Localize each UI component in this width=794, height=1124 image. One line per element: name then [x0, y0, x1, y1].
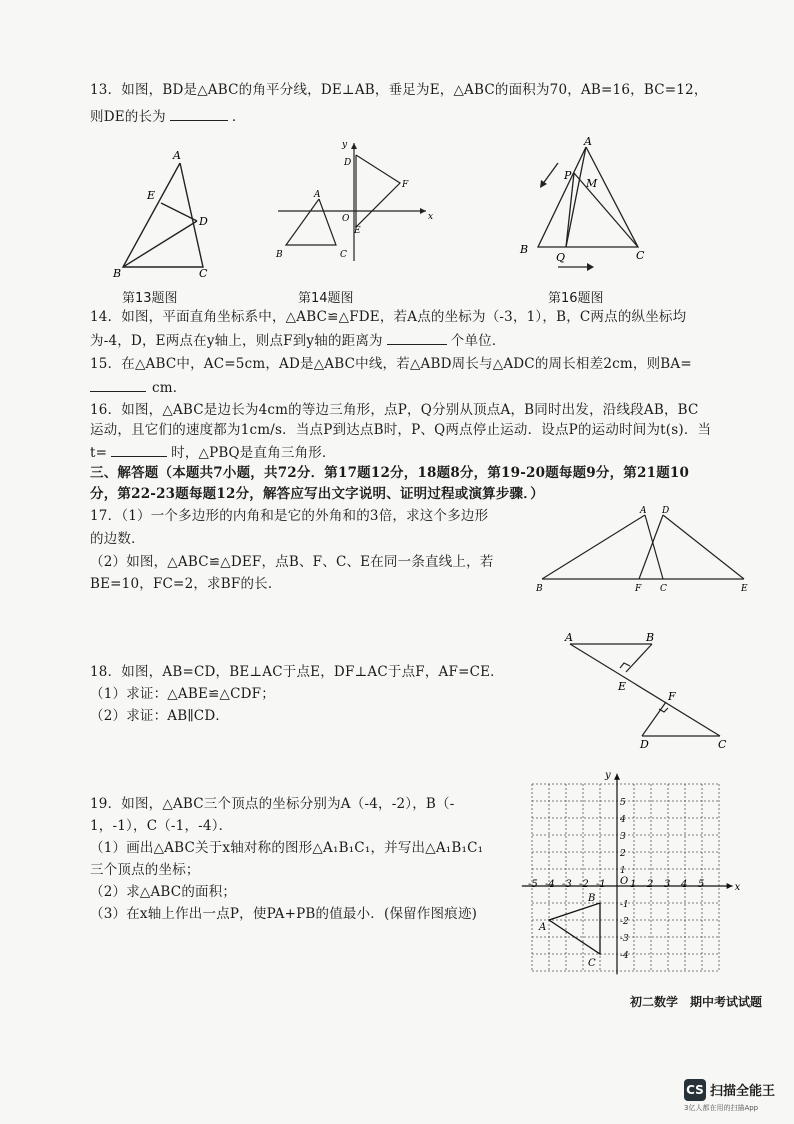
label-A: A	[584, 135, 592, 148]
x-tick-label: 4	[681, 879, 688, 890]
origin-label: O	[620, 876, 629, 887]
label-y: y	[342, 140, 348, 150]
q16-end: 时，△PBQ是直角三角形．	[171, 445, 336, 461]
y-tick-label: -4	[620, 951, 629, 961]
answer-blank	[90, 377, 146, 392]
fig14-caption: 第14题图	[298, 291, 354, 306]
label-P: P	[564, 169, 572, 182]
label-A: A	[173, 149, 181, 162]
label-E: E	[147, 189, 156, 202]
axis-y-label: y	[605, 769, 611, 781]
x-tick-label: 1	[630, 879, 637, 890]
q17-line4: BE=10，FC=2，求BF的长．	[90, 576, 282, 592]
label-F: F	[635, 584, 642, 594]
figure-17	[532, 503, 757, 598]
answer-blank	[111, 442, 167, 457]
x-tick-label: -3	[562, 879, 572, 890]
figure-18	[560, 628, 740, 753]
label-M: M	[586, 177, 598, 190]
label-B: B	[536, 584, 543, 594]
label-E: E	[354, 226, 361, 236]
y-tick-label: 1	[620, 866, 626, 876]
label-Q: Q	[556, 251, 566, 264]
x-tick-label: -4	[545, 879, 555, 890]
q15-line1: 15．在△ABC中，AC=5cm，AD是△ABC中线，若△ABD周长与△ADC的周长相差2cm，则BA=	[90, 356, 692, 372]
q17-line1: 17．（1）一个多边形的内角和是它的外角和的3倍，求这个多边形	[90, 508, 489, 524]
q19-line1: 19．如图，△ABC三个顶点的坐标分别为A（-4，-2），B（-	[90, 796, 455, 812]
answer-blank	[170, 106, 228, 121]
label-B: B	[113, 267, 122, 280]
figure-14	[270, 135, 440, 265]
q13-line1: 13．如图，BD是△ABC的角平分线，DE⊥AB，垂足为E，△ABC的面积为70，AB=16，BC=12，	[90, 82, 708, 98]
label-F: F	[402, 180, 409, 190]
y-tick-label: -1	[620, 900, 629, 910]
label-B: B	[276, 250, 283, 260]
x-axis-arrow	[727, 883, 733, 889]
fig13-caption: 第13题图	[122, 291, 178, 306]
figure-19-grid	[515, 758, 745, 983]
q13-line2	[90, 106, 246, 127]
camscanner-logo: CS	[684, 1079, 706, 1101]
footer-title: 初二数学 期中考试试题	[629, 995, 762, 1009]
q13-end: ．	[231, 109, 246, 125]
label-C: C	[660, 584, 667, 594]
label-D: D	[344, 158, 352, 168]
answer-blank	[387, 330, 447, 345]
triangle-abc	[549, 903, 600, 954]
axis-x-label: x	[734, 882, 741, 893]
q15-line2	[90, 377, 186, 398]
q14-line2	[90, 330, 506, 351]
label-E: E	[618, 680, 627, 693]
label-F: F	[668, 690, 676, 703]
q16-line3	[90, 442, 336, 463]
section3-line2: 分，第22-23题每题12分，解答应写出文字说明、证明过程或演算步骤．）	[90, 486, 544, 502]
q17-line2: 的边数．	[90, 531, 145, 547]
label-D: D	[199, 215, 208, 228]
y-tick-label: 2	[620, 849, 626, 859]
figure-16	[510, 135, 655, 275]
x-tick-label: 3	[664, 879, 671, 890]
y-tick-label: 3	[620, 832, 626, 842]
label-E: E	[741, 584, 748, 594]
q19-line3: （1）画出△ABC关于x轴对称的图形△A₁B₁C₁，并写出△A₁B₁C₁	[90, 840, 484, 856]
q19-line6: （3）在x轴上作出一点P，使PA+PB的值最小．(保留作图痕迹)	[90, 906, 478, 922]
x-tick-label: 2	[647, 879, 654, 890]
label-O: O	[342, 214, 350, 224]
q14-end: 个单位．	[450, 333, 506, 349]
label-D: D	[640, 738, 649, 751]
label-B: B	[520, 243, 529, 256]
label-C: C	[340, 250, 347, 260]
q14-text: 为-4，D，E两点在y轴上，则点F到y轴的距离为	[90, 333, 383, 349]
label-C: C	[199, 267, 208, 280]
q18-line3: （2）求证：AB∥CD．	[90, 708, 230, 724]
figure-13	[105, 145, 225, 280]
label-A: A	[314, 190, 321, 200]
y-tick-label: 5	[620, 798, 626, 808]
label-C: C	[718, 738, 727, 751]
y-tick-label: 4	[620, 815, 626, 825]
label-C: C	[636, 249, 645, 262]
q18-line1: 18．如图，AB=CD，BE⊥AC于点E，DF⊥AC于点F，AF=CE．	[90, 664, 504, 680]
point-B-label: B	[588, 893, 596, 904]
q16-line1: 16．如图，△ABC是边长为4cm的等边三角形，点P，Q分别从顶点A，B同时出发，沿线段AB，BC	[90, 402, 699, 418]
q18-line2: （1）求证：△ABE≌△CDF；	[90, 686, 275, 702]
q19-line4: 三个顶点的坐标；	[90, 862, 200, 878]
q19-line2: 1，-1），C（-1，-4）．	[90, 818, 233, 834]
q16-line2: 运动，且它们的速度都为1cm/s．当点P到达点B时，P、Q两点停止运动．设点P的运动时间为t(s)．当	[90, 422, 712, 438]
label-A: A	[640, 506, 647, 516]
y-tick-label: -2	[620, 917, 629, 927]
q19-line5: （2）求△ABC的面积；	[90, 884, 237, 900]
app-tagline: 3亿人都在用的扫描App	[684, 1104, 759, 1112]
q14-line1: 14．如图，平面直角坐标系中，△ABC≌△FDE，若A点的坐标为（-3，1），B，C两点的纵坐标均	[90, 309, 687, 325]
x-tick-label: 5	[698, 879, 705, 890]
q13-text: 则DE的长为	[90, 109, 166, 125]
fig16-caption: 第16题图	[548, 291, 604, 306]
x-tick-label: -2	[579, 879, 589, 890]
label-A: A	[565, 631, 573, 644]
section3-line1: 三、解答题（本题共7小题，共72分．第17题12分，18题8分，第19-20题每题9分，第21题10	[90, 465, 690, 481]
point-C-label: C	[588, 958, 596, 969]
point-A-label: A	[539, 922, 547, 933]
x-tick-label: -1	[596, 879, 606, 890]
q16-t: t=	[90, 445, 108, 461]
y-axis-arrow	[614, 774, 620, 780]
app-name: 扫描全能王	[710, 1084, 776, 1099]
label-D: D	[662, 506, 670, 516]
q17-line3: （2）如图，△ABC≌△DEF，点B、F、C、E在同一条直线上，若	[90, 554, 494, 570]
x-tick-label: -5	[528, 879, 538, 890]
label-B: B	[646, 631, 655, 644]
y-tick-label: -3	[620, 934, 629, 944]
q15-end: cm．	[152, 380, 187, 396]
label-x: x	[428, 212, 434, 222]
